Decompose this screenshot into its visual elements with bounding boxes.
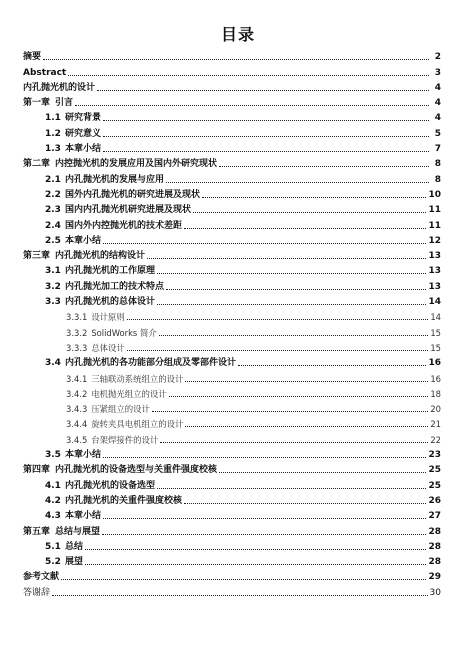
toc-entry-page-number: 13 — [428, 281, 441, 292]
toc-entry-number: 第五章 — [23, 526, 51, 537]
toc-entry-page-number: 8 — [434, 159, 441, 170]
toc-entry-number: 3.4 — [45, 358, 61, 369]
toc-entry[interactable] — [23, 369, 441, 384]
toc-entry-number: 3.4.3 — [66, 404, 88, 415]
toc-entry-page-number: 12 — [428, 235, 441, 246]
toc-entry[interactable] — [23, 124, 441, 139]
toc-entry[interactable] — [23, 293, 441, 308]
toc-entry[interactable] — [23, 385, 441, 400]
toc-entry-page-number: 15 — [430, 327, 441, 338]
toc-entry[interactable] — [23, 140, 441, 155]
toc-entry[interactable] — [23, 109, 441, 124]
dot-leader — [166, 182, 429, 183]
dot-leader — [103, 120, 429, 121]
toc-entry-page-number: 5 — [434, 128, 441, 139]
dot-leader — [75, 105, 429, 106]
dot-leader — [103, 457, 426, 458]
toc-entry[interactable] — [23, 201, 441, 216]
toc-entry-label: Abstract — [23, 67, 67, 78]
toc-entry-number: 3.1 — [45, 266, 61, 277]
dot-leader — [202, 197, 426, 198]
toc-entry-label: 内控抛光机的发展应用及国内外研究现状 — [55, 159, 218, 170]
toc-entry-label: 研究背景 — [65, 113, 102, 124]
toc-entry-label: 内孔抛光机的设计 — [23, 82, 96, 93]
toc-entry[interactable] — [23, 430, 441, 445]
toc-entry-page-number: 27 — [428, 511, 441, 522]
toc-entry-number: 3.4.1 — [66, 373, 88, 384]
toc-entry-label: 总结 — [65, 541, 84, 552]
toc-entry[interactable] — [23, 354, 441, 369]
toc-entry-page-number: 16 — [430, 373, 441, 384]
toc-entry-label: 引言 — [55, 98, 74, 109]
toc-entry-label: 摘要 — [23, 52, 42, 63]
toc-entry-page-number: 14 — [430, 312, 441, 323]
dot-leader — [68, 75, 429, 76]
toc-entry-number: 2.4 — [45, 220, 61, 231]
dot-leader — [103, 518, 426, 519]
toc-entry-label: 内孔抛光机的关重件强度校核 — [65, 495, 183, 506]
toc-entry[interactable] — [23, 262, 441, 277]
dot-leader — [184, 503, 426, 504]
toc-entry-page-number: 7 — [434, 144, 441, 155]
toc-entry[interactable] — [23, 63, 441, 78]
toc-entry[interactable] — [23, 583, 441, 598]
toc-entry-page-number: 26 — [428, 495, 441, 506]
toc-entry-page-number: 22 — [430, 434, 441, 445]
toc-entry[interactable] — [23, 522, 441, 537]
toc-entry-label: 参考文献 — [23, 572, 60, 583]
toc-entry-label: 内孔抛光机的设备选型与关重件强度校核 — [55, 465, 218, 476]
toc-entry-page-number: 30 — [429, 587, 441, 598]
toc-entry[interactable] — [23, 232, 441, 247]
dot-leader — [127, 350, 429, 351]
dot-leader — [61, 579, 426, 580]
dot-leader — [157, 273, 426, 274]
toc-entry-number: 第二章 — [23, 159, 51, 170]
dot-leader — [102, 534, 426, 535]
toc-entry[interactable] — [23, 446, 441, 461]
toc-entry-number: 3.5 — [45, 450, 61, 461]
toc-entry-page-number: 21 — [430, 419, 441, 430]
toc-entry-label: 内孔抛光机的结构设计 — [55, 251, 146, 262]
toc-entry-label: 三轴联动系统组立的设计 — [91, 373, 184, 384]
toc-entry-page-number: 28 — [428, 541, 441, 552]
toc-entry-number: 1.2 — [45, 128, 61, 139]
toc-entry-page-number: 4 — [434, 98, 441, 109]
toc-entry-label: 压紧组立的设计 — [91, 404, 150, 415]
toc-entry-number: 4.1 — [45, 480, 61, 491]
dot-leader — [103, 151, 429, 152]
toc-entry[interactable] — [23, 216, 441, 231]
toc-entry-number: 4.3 — [45, 511, 61, 522]
toc-entry-page-number: 13 — [428, 251, 441, 262]
toc-entry-number: 3.3.3 — [66, 342, 88, 353]
toc-entry-page-number: 3 — [434, 67, 441, 78]
toc-entry-page-number: 13 — [428, 266, 441, 277]
toc-entry[interactable] — [23, 492, 441, 507]
toc-entry-page-number: 8 — [434, 174, 441, 185]
toc-entry-label: 内孔抛光机的工作原理 — [65, 266, 156, 277]
toc-entry-page-number: 4 — [434, 82, 441, 93]
toc-entry[interactable] — [23, 79, 441, 94]
dot-leader — [193, 212, 426, 213]
toc-entry-page-number: 16 — [428, 358, 441, 369]
dot-leader — [152, 411, 428, 412]
toc-entry-number: 1.3 — [45, 144, 61, 155]
toc-entry[interactable] — [23, 339, 441, 354]
toc-entry-number: 3.4.5 — [66, 434, 88, 445]
toc-entry[interactable] — [23, 553, 441, 568]
dot-leader — [166, 289, 426, 290]
dot-leader — [85, 564, 426, 565]
toc-entry[interactable] — [23, 48, 441, 63]
toc-entry-number: 第三章 — [23, 251, 51, 262]
dot-leader — [219, 472, 426, 473]
toc-entry-page-number: 28 — [428, 557, 441, 568]
dot-leader — [238, 365, 426, 366]
toc-entry-page-number: 4 — [434, 113, 441, 124]
toc-entry-label: 本章小结 — [65, 511, 102, 522]
toc-entry-number: 第四章 — [23, 465, 51, 476]
toc-entry-page-number: 25 — [428, 480, 441, 491]
toc-entry-number: 3.2 — [45, 281, 61, 292]
toc-entry-page-number: 15 — [430, 342, 441, 353]
toc-entry-label: 内孔抛光机的发展与应用 — [65, 174, 165, 185]
toc-entry[interactable] — [23, 507, 441, 522]
page-title: 目录 — [220, 25, 255, 44]
toc-entry-number: 2.3 — [45, 205, 61, 216]
dot-leader — [157, 304, 426, 305]
dot-leader — [185, 426, 428, 427]
toc-entry[interactable] — [23, 461, 441, 476]
toc-entry-number: 第一章 — [23, 98, 51, 109]
toc-entry-page-number: 28 — [428, 526, 441, 537]
toc-entry[interactable] — [23, 170, 441, 185]
toc-entry-page-number: 11 — [428, 220, 441, 231]
toc-entry-number: 3.4.4 — [66, 419, 88, 430]
toc-entry-label: SolidWorks 简介 — [91, 327, 157, 338]
toc-entry-number: 5.1 — [45, 541, 61, 552]
toc-entry-label: 总结与展望 — [55, 526, 101, 537]
toc-entry-number: 1.1 — [45, 113, 61, 124]
toc-entry[interactable] — [23, 247, 441, 262]
toc-entry[interactable] — [23, 277, 441, 292]
toc-entry-label: 本章小结 — [65, 235, 102, 246]
toc-entry-page-number: 10 — [428, 189, 441, 200]
toc-entry[interactable] — [23, 155, 441, 170]
toc-entry-page-number: 18 — [430, 388, 441, 399]
toc-entry[interactable] — [23, 400, 441, 415]
toc-entry-label: 电机抛光组立的设计 — [91, 388, 167, 399]
toc-entry-label: 研究意义 — [65, 128, 102, 139]
toc-entry-page-number: 29 — [428, 572, 441, 583]
toc-entry-label: 总体设计 — [91, 342, 125, 353]
toc-entry-number: 4.2 — [45, 495, 61, 506]
dot-leader — [43, 59, 429, 60]
toc-entry-number: 3.3.1 — [66, 312, 88, 323]
toc-entry-number: 5.2 — [45, 557, 61, 568]
toc-entry-page-number: 2 — [434, 52, 441, 63]
toc-entry-label: 设计原则 — [91, 312, 125, 323]
toc-entry-label: 内孔抛光加工的技术特点 — [65, 281, 165, 292]
toc-entry-page-number: 25 — [428, 465, 441, 476]
dot-leader — [160, 442, 428, 443]
dot-leader — [159, 335, 429, 336]
toc-entry-number: 3.4.2 — [66, 388, 88, 399]
toc-entry[interactable] — [23, 415, 441, 430]
dot-leader — [147, 258, 426, 259]
toc-entry[interactable] — [23, 538, 441, 553]
toc-entry-number: 2.2 — [45, 189, 61, 200]
toc-entry-label: 台架焊接件的设计 — [91, 434, 159, 445]
toc-entry-label: 国内外内控抛光机的技术差距 — [65, 220, 183, 231]
toc-entry-label: 内孔抛光机的各功能部分组成及零部件设计 — [65, 358, 237, 369]
dot-leader — [103, 136, 429, 137]
toc-entry-label: 国内内孔抛光机研究进展及现状 — [65, 205, 192, 216]
dot-leader — [169, 396, 429, 397]
toc-entry-label: 国外内孔抛光机的研究进展及现状 — [65, 189, 201, 200]
dot-leader — [219, 166, 429, 167]
toc-entry-label: 内孔抛光机的设备选型 — [65, 480, 156, 491]
toc-entry-number: 2.1 — [45, 174, 61, 185]
dot-leader — [127, 319, 429, 320]
toc-entry-label: 本章小结 — [65, 144, 102, 155]
toc-entry-page-number: 11 — [428, 205, 441, 216]
toc-entry[interactable] — [23, 94, 441, 109]
dot-leader — [184, 228, 426, 229]
toc-entry[interactable] — [23, 323, 441, 338]
table-of-contents — [23, 48, 441, 599]
toc-entry-number: 3.3.2 — [66, 327, 88, 338]
toc-entry-label: 展望 — [65, 557, 84, 568]
toc-entry[interactable] — [23, 186, 441, 201]
dot-leader — [157, 488, 426, 489]
dot-leader — [103, 243, 426, 244]
toc-entry[interactable] — [23, 308, 441, 323]
toc-entry-label: 内孔抛光机的总体设计 — [65, 297, 156, 308]
toc-entry-number: 3.3 — [45, 297, 61, 308]
toc-entry-page-number: 23 — [428, 450, 441, 461]
toc-entry-label: 旋转夹具电机组立的设计 — [91, 419, 184, 430]
toc-entry-label: 本章小结 — [65, 450, 102, 461]
toc-entry[interactable] — [23, 568, 441, 583]
dot-leader — [185, 381, 428, 382]
dot-leader — [52, 595, 428, 596]
toc-entry[interactable] — [23, 476, 441, 491]
toc-entry-number: 2.5 — [45, 235, 61, 246]
dot-leader — [85, 549, 426, 550]
toc-entry-page-number: 20 — [430, 404, 441, 415]
dot-leader — [97, 90, 429, 91]
toc-entry-page-number: 14 — [428, 297, 441, 308]
toc-entry-label: 答谢辞 — [23, 587, 51, 598]
